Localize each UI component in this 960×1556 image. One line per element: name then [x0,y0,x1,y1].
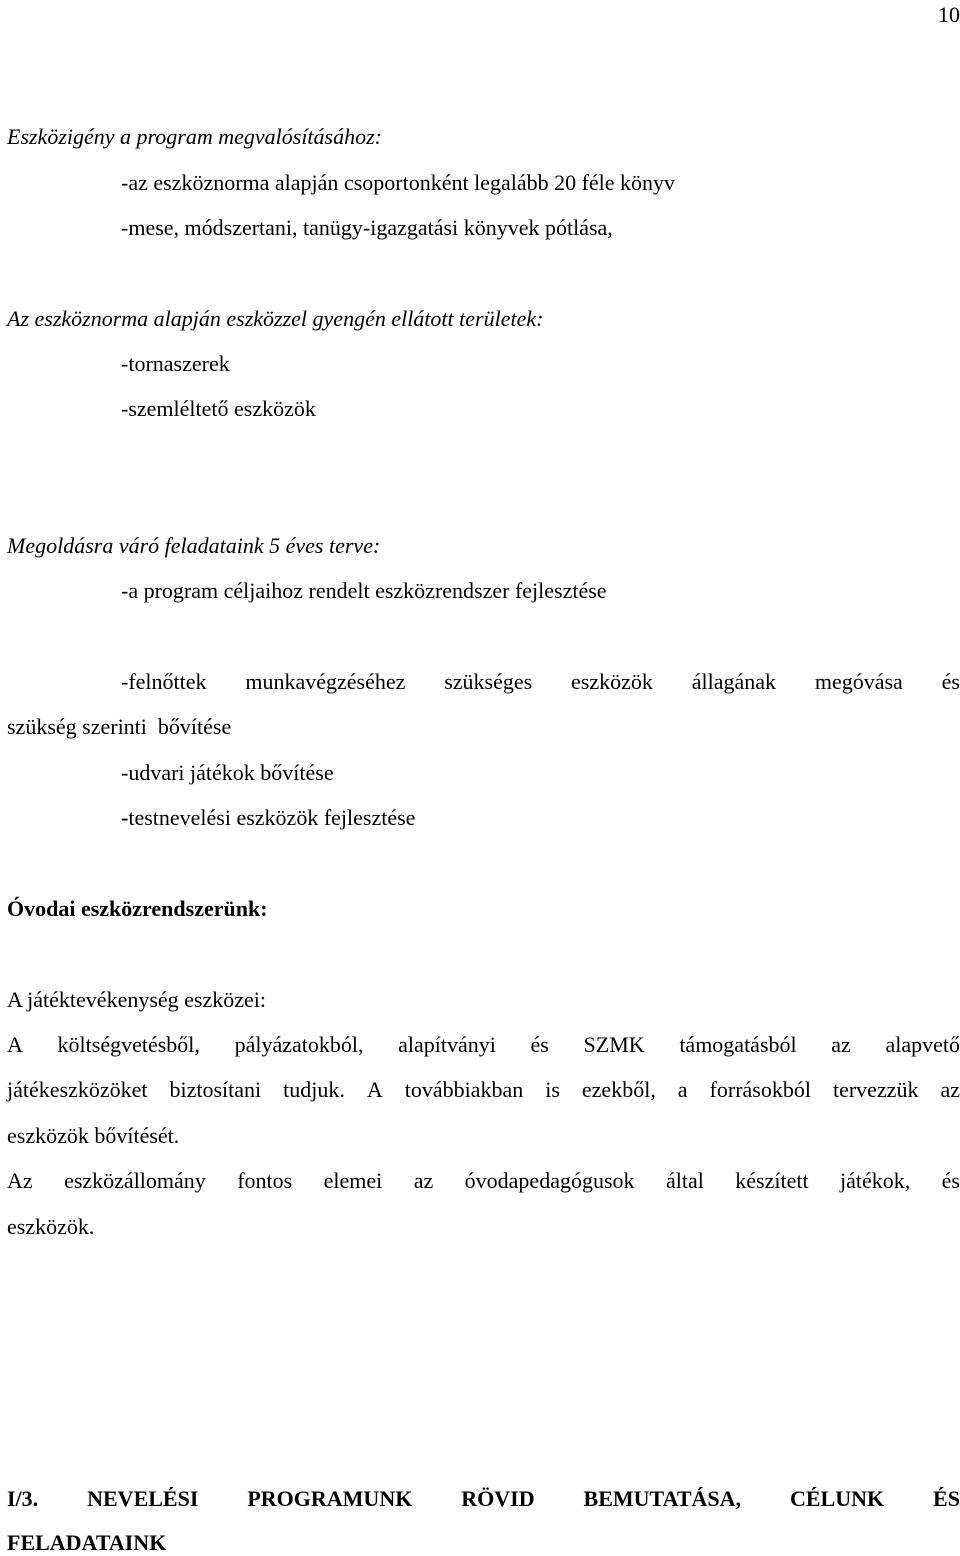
word: tervezzük [832,1077,919,1102]
justified-line [7,1077,960,1103]
word: tudjuk. [283,1077,345,1102]
paragraph-line: eszközök. [7,1214,95,1239]
word: is [545,1077,560,1102]
word: Az [7,1168,33,1193]
word: és [941,1168,960,1193]
list-item: -udvari játékok bővítése [121,760,334,785]
word: az [940,1077,960,1102]
word: alapítványi [398,1032,496,1057]
word: biztosítani [169,1077,262,1102]
word: eszközállomány [64,1168,206,1193]
section-heading-weak-areas: Az eszköznorma alapján eszközzel gyengén ellátott területek: [7,306,544,331]
word: fontos [237,1168,293,1193]
word: továbbiakban [404,1077,524,1102]
word: az [413,1168,434,1193]
list-item: -mese, módszertani, tanügy-igazgatási könyvek pótlása, [121,215,613,240]
word: ÉS [933,1486,960,1511]
word: -felnőttek [121,669,207,694]
word: CÉLUNK [789,1486,885,1511]
word: BEMUTATÁSA, [583,1486,742,1511]
word: pályázatokból, [234,1032,364,1057]
list-item: -az eszköznorma alapján csoportonként legalább 20 féle könyv [121,170,676,195]
word: az [831,1032,851,1057]
word: állagának [691,669,777,694]
word: SZMK [583,1032,645,1057]
word: forrásokból [709,1077,811,1102]
word: A [7,1032,23,1057]
list-item-continuation: szükség szerinti bővítése [7,714,232,739]
word: NEVELÉSI [87,1486,199,1511]
section-heading-equipment: Eszközigény a program megvalósításához: [7,124,382,149]
justified-line [7,1032,960,1058]
word: A [366,1077,383,1102]
word: óvodapedagógusok [464,1168,635,1193]
list-item: -tornaszerek [121,351,230,376]
word: PROGRAMUNK [247,1486,413,1511]
paragraph-line: eszközök bővítését. [7,1123,180,1148]
word: megóvása [814,669,903,694]
word: által [665,1168,704,1193]
word: elemei [323,1168,383,1193]
word: játékeszközöket [7,1077,148,1102]
word: szükséges [444,669,533,694]
word: támogatásból [679,1032,797,1057]
subheading: A játéktevékenység eszközei: [7,987,267,1012]
word: alapvető [885,1032,960,1057]
word: és [941,669,960,694]
word: eszközök [571,669,653,694]
justified-line [7,1168,960,1194]
bold-dash: - [121,805,129,830]
section-heading-plan: Megoldásra váró feladataink 5 éves terve: [7,533,381,558]
chapter-heading [7,1486,960,1512]
word: munkavégzéséhez [245,669,406,694]
word: RÖVID [461,1486,535,1511]
justified-line [121,669,960,695]
word: és [530,1032,549,1057]
word: játékok, [839,1168,911,1193]
list-item: -a program céljaihoz rendelt eszközrendszer fejlesztése [121,578,607,603]
list-item-text: testnevelési eszközök fejlesztése [128,805,416,830]
list-item: -szemléltető eszközök [121,396,316,421]
section-heading-system: Óvodai eszközrendszerünk: [7,896,268,921]
word: készített [735,1168,809,1193]
word: I/3. [7,1486,39,1511]
list-item [121,805,415,831]
word: a [677,1077,688,1102]
page-number: 10 [938,2,960,27]
word: ezekből, [581,1077,656,1102]
word: költségvetésből, [57,1032,200,1057]
chapter-heading-continuation: FELADATAINK [7,1530,167,1555]
